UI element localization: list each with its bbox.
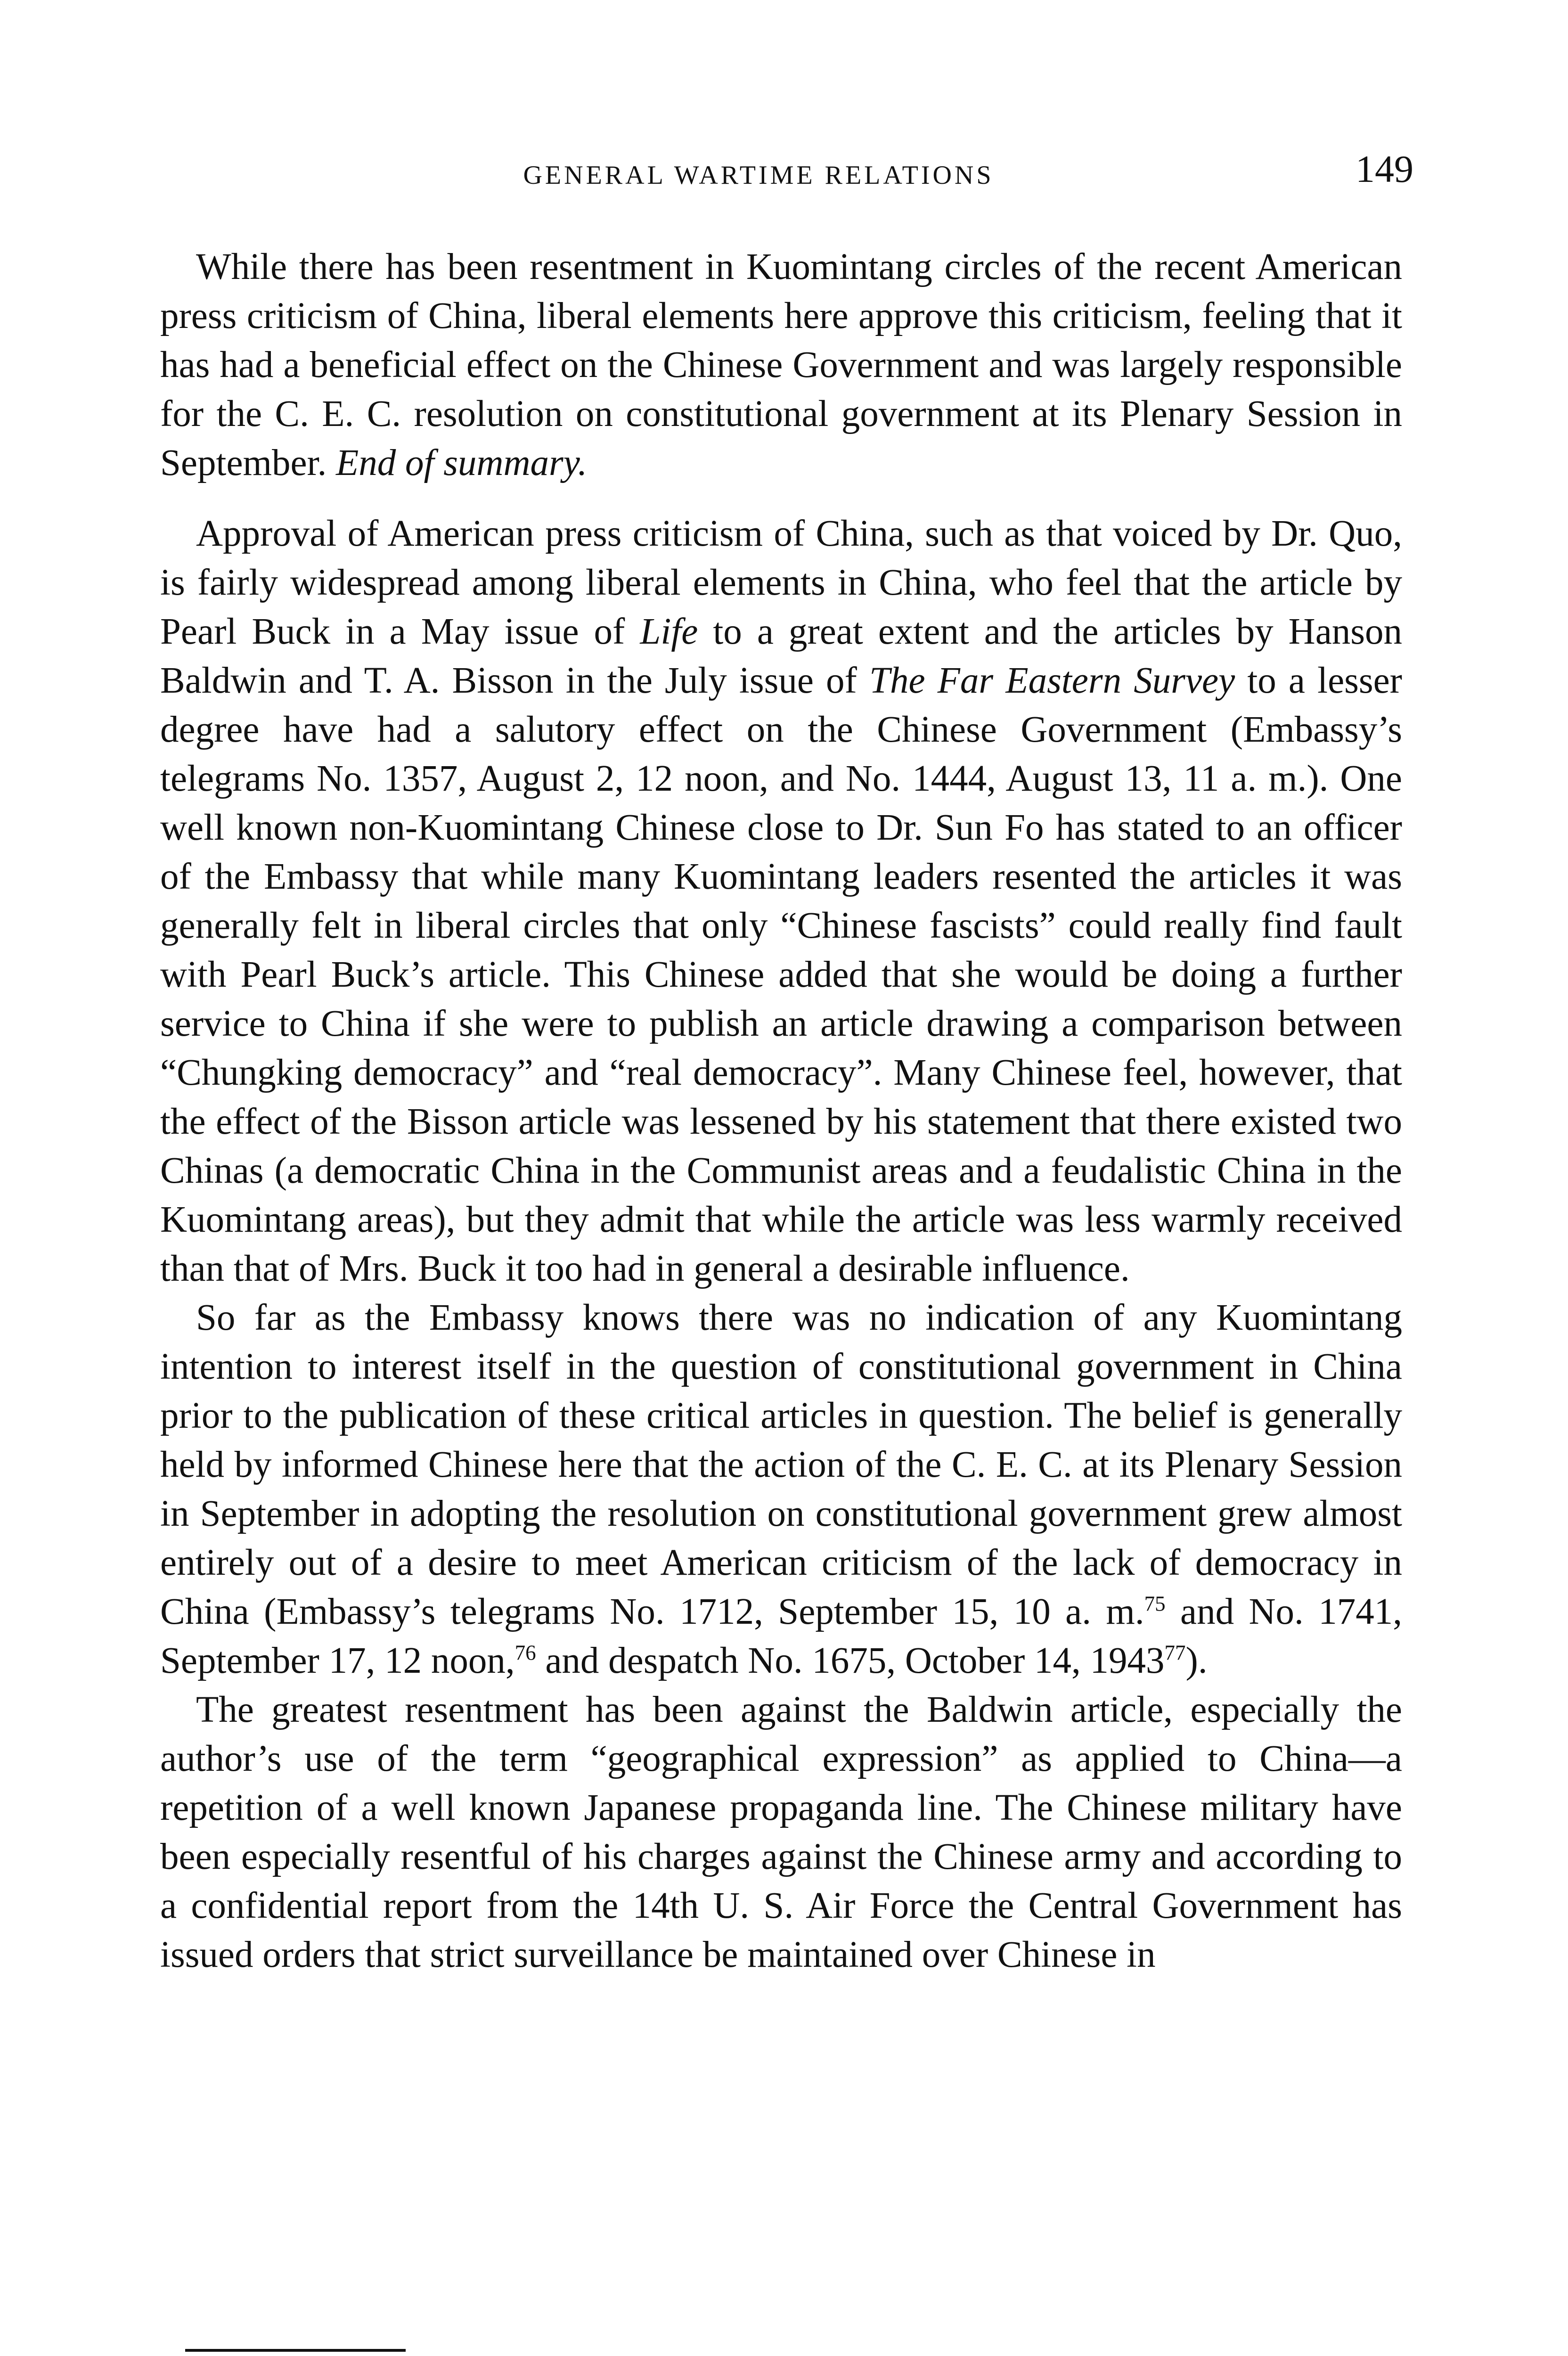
paragraph-summary-text: While there has been resentment in Kuomintang circles of the recent American press criticism of China, liberal elements here approve this criticism, feeling that it has had a beneficial effect on the Chinese Government and was largely responsible for the C. E. C. resolution on constitutional government at its Plenary Session in September. bbox=[160, 246, 1402, 483]
paragraph-embassy-knowledge-text-1: So far as the Embassy knows there was no indication of any Kuomintang intention to interest itself in the question of constitutional government in China prior to the publication of these critical articles in question. The belief is generally held by informed Chinese here that the action of the C. E. C. at its Plenary Session in September in adopting the resolution on constitutional government grew almost entirely out of a desire to meet American criticism of the lack of democracy in China (Embassy’s telegrams No. 1712, September 15, 10 a. m. bbox=[160, 1297, 1402, 1632]
paragraph-embassy-knowledge bbox=[160, 1293, 1402, 1685]
paragraph-embassy-knowledge-text-3: and despatch No. 1675, October 14, 1943 bbox=[545, 1640, 1165, 1681]
page-header bbox=[160, 147, 1413, 202]
life-magazine-title: Life bbox=[640, 611, 698, 652]
paragraph-press-criticism-text-2: to a great extent and the articles by Hanson Baldwin and T. A. Bisson in the July issue of bbox=[160, 611, 1403, 701]
paragraph-press-criticism bbox=[160, 509, 1402, 1293]
page-number: 149 bbox=[1356, 147, 1413, 190]
paragraph-summary bbox=[160, 243, 1402, 488]
footnote-reference-76: 76 bbox=[514, 1641, 536, 1665]
footnote-reference-75: 75 bbox=[1144, 1592, 1166, 1616]
paragraph-embassy-knowledge-text-2: and No. 1741, September 17, 12 noon, bbox=[160, 1591, 1402, 1681]
end-summary-label: End of summary. bbox=[335, 442, 588, 483]
paragraph-press-criticism-text-1: Approval of American press criticism of China, such as that voiced by Dr. Quo, is fairly widespread among liberal elements in China, who feel that the article by Pearl Buck in a May issue of bbox=[160, 513, 1402, 652]
paragraph-baldwin-resentment-text: The greatest resentment has been against the Baldwin article, especially the author’s use of the term “geographical expression” as applied to China—a repetition of a well known Japanese propaganda line. The Chinese military have been especially resentful of his charges against the Chinese army and according to a confidential report from the 14th U. S. Air Force the Central Government has issued orders that strict surveillance be maintained over Chinese in bbox=[160, 1689, 1402, 1975]
paragraph-press-criticism-text-3: to a lesser degree have had a salutory effect on the Chinese Government (Embassy’s telegrams No. 1357, August 2, 12 noon, and No. 1444, August 13, 11 a. m.). One well known non-Kuomintang Chinese close to Dr. Sun Fo has stated to an officer of the Embassy that while many Kuomintang leaders resented the articles it was generally felt in liberal circles that only “Chinese fascists” could really find fault with Pearl Buck’s article. This Chinese added that she would be doing a further service to China if she were to publish an article drawing a comparison between “Chungking democracy” and “real democracy”. Many Chinese feel, however, that the effect of the Bisson article was lessened by his statement that there existed two Chinas (a democratic China in the Communist areas and a feudalistic China in the Kuomintang areas), but they admit that while the article was less warmly received than that of Mrs. Buck it too had in general a desirable influence. bbox=[160, 660, 1402, 1289]
far-eastern-survey-title: The Far Eastern Survey bbox=[869, 660, 1235, 701]
running-title: GENERAL WARTIME RELATIONS bbox=[523, 161, 994, 190]
footnote-reference-77: 77 bbox=[1164, 1641, 1186, 1665]
paragraph-embassy-knowledge-text-4: ). bbox=[1185, 1640, 1208, 1681]
paragraph-baldwin-resentment bbox=[160, 1685, 1402, 1980]
body-text bbox=[160, 243, 1402, 1980]
footnote-divider bbox=[185, 2349, 406, 2352]
